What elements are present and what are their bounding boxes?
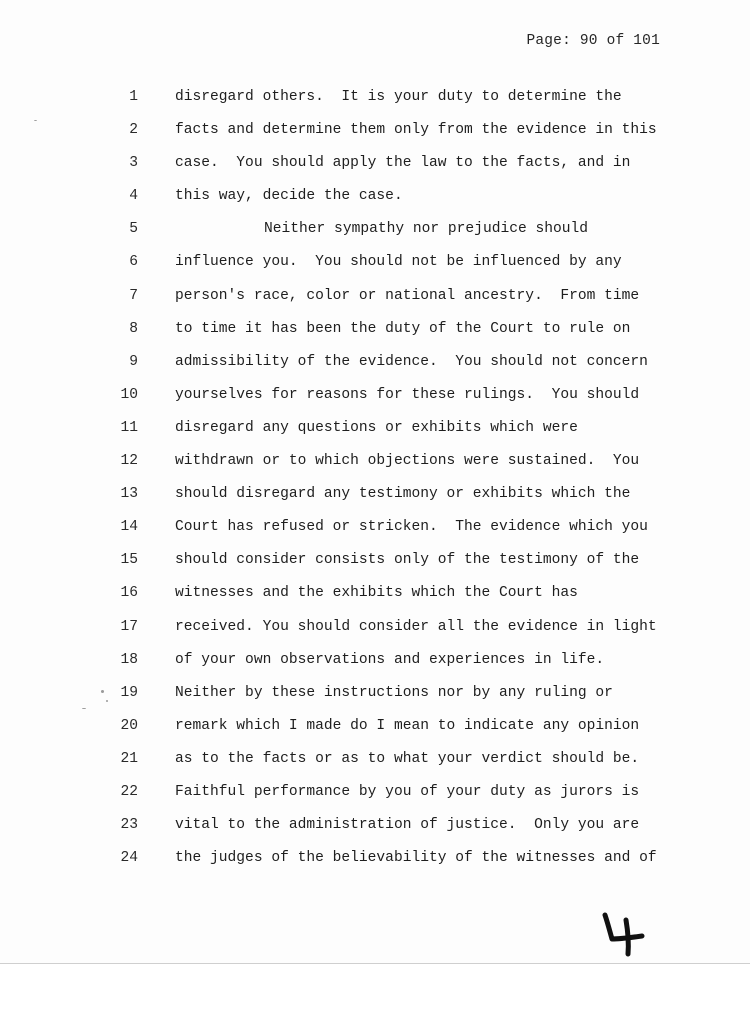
line-text: the judges of the believability of the witnesses and of [175, 850, 657, 867]
scan-speck [106, 700, 108, 702]
line-number: 9 [129, 353, 138, 370]
line-text: remark which I made do I mean to indicate any opinion [175, 717, 640, 734]
transcript-line [0, 86, 750, 119]
line-number: 15 [120, 552, 138, 569]
line-number: 10 [120, 386, 138, 403]
transcript-line [0, 549, 750, 582]
line-text: as to the facts or as to what your verdict should be. [175, 750, 640, 767]
transcript-line [0, 351, 750, 384]
line-text: Faithful performance by you of your duty as jurors is [175, 783, 640, 800]
line-number: 18 [120, 651, 138, 668]
transcript-line [0, 384, 750, 417]
line-text: witnesses and the exhibits which the Court has [175, 585, 578, 602]
line-number: 7 [129, 287, 138, 304]
transcript-line [0, 152, 750, 185]
transcript-line [0, 119, 750, 152]
transcript-lines [0, 86, 750, 880]
line-number: 19 [120, 684, 138, 701]
scanner-background [0, 964, 750, 1032]
transcript-line [0, 251, 750, 284]
line-text: of your own observations and experiences in life. [175, 651, 605, 668]
line-number: 21 [120, 750, 138, 767]
line-text: vital to the administration of justice. Only you are [175, 817, 640, 834]
transcript-line [0, 483, 750, 516]
line-text: Neither sympathy nor prejudice should [264, 221, 589, 238]
line-text: Neither by these instructions nor by any ruling or [175, 684, 613, 701]
transcript-line [0, 715, 750, 748]
line-number: 14 [120, 519, 138, 536]
line-number: 20 [120, 717, 138, 734]
line-text: withdrawn or to which objections were sustained. You [175, 453, 640, 470]
transcript-line [0, 649, 750, 682]
handwritten-exhibit-number [598, 908, 650, 958]
line-text: should consider consists only of the testimony of the [175, 552, 640, 569]
line-number: 11 [120, 419, 138, 436]
line-number: 6 [129, 254, 138, 271]
transcript-line [0, 582, 750, 615]
scan-speck [34, 120, 37, 121]
line-text: to time it has been the duty of the Court to rule on [175, 320, 631, 337]
line-number: 16 [120, 585, 138, 602]
scan-speck [82, 708, 86, 709]
line-number: 12 [120, 453, 138, 470]
transcript-line [0, 318, 750, 351]
transcript-line [0, 616, 750, 649]
line-text: this way, decide the case. [175, 188, 403, 205]
page-number-label: Page: 90 of 101 [526, 33, 660, 49]
transcript-line [0, 682, 750, 715]
line-number: 22 [120, 783, 138, 800]
line-number: 17 [120, 618, 138, 635]
line-text: disregard others. It is your duty to determine the [175, 89, 622, 105]
line-number: 3 [129, 155, 138, 172]
transcript-line [0, 450, 750, 483]
line-number: 4 [129, 188, 138, 205]
transcript-line [0, 285, 750, 318]
line-number: 2 [129, 122, 138, 139]
line-text: yourselves for reasons for these rulings. You should [175, 386, 640, 403]
line-text: Court has refused or stricken. The evidence which you [175, 519, 648, 536]
line-text: received. You should consider all the evidence in light [175, 618, 657, 635]
line-text: case. You should apply the law to the facts, and in [175, 155, 631, 172]
line-text: admissibility of the evidence. You should not concern [175, 353, 648, 370]
transcript-line [0, 847, 750, 880]
line-text: influence you. You should not be influenced by any [175, 254, 622, 271]
transcript-line [0, 814, 750, 847]
line-number: 1 [129, 89, 138, 105]
line-number: 8 [129, 320, 138, 337]
transcript-line [0, 218, 750, 251]
line-number: 5 [129, 221, 138, 238]
transcript-line [0, 417, 750, 450]
line-text: facts and determine them only from the evidence in this [175, 122, 657, 139]
transcript-line [0, 781, 750, 814]
transcript-line [0, 516, 750, 549]
transcript-line [0, 185, 750, 218]
line-text: should disregard any testimony or exhibits which the [175, 486, 631, 503]
transcript-line [0, 748, 750, 781]
scan-speck [101, 690, 104, 693]
line-text: disregard any questions or exhibits which were [175, 419, 578, 436]
line-number: 13 [120, 486, 138, 503]
line-text: person's race, color or national ancestry. From time [175, 287, 640, 304]
line-number: 24 [120, 850, 138, 867]
line-number: 23 [120, 817, 138, 834]
